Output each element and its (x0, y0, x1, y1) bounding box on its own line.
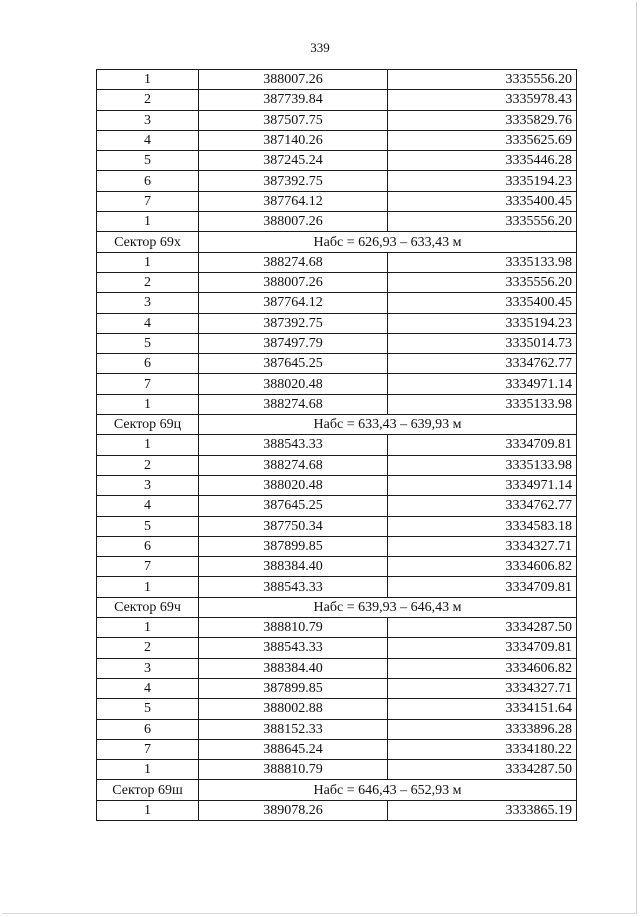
x-coordinate: 388543.33 (199, 435, 388, 455)
point-number: 6 (97, 171, 199, 191)
table-row (97, 191, 577, 211)
x-coordinate: 388274.68 (199, 394, 388, 414)
point-number: 1 (97, 212, 199, 232)
y-coordinate: 3335829.76 (388, 110, 577, 130)
y-coordinate: 3334971.14 (388, 374, 577, 394)
y-coordinate: 3335194.23 (388, 171, 577, 191)
point-number: 5 (97, 333, 199, 353)
point-number: 2 (97, 272, 199, 292)
point-number: 7 (97, 191, 199, 211)
table-row (97, 475, 577, 495)
table-row (97, 435, 577, 455)
table-row (97, 516, 577, 536)
point-number: 6 (97, 536, 199, 556)
table-row (97, 212, 577, 232)
table-row (97, 719, 577, 739)
y-coordinate: 3334762.77 (388, 496, 577, 516)
point-number: 6 (97, 354, 199, 374)
y-coordinate: 3335625.69 (388, 130, 577, 150)
point-number: 5 (97, 699, 199, 719)
point-number: 1 (97, 252, 199, 272)
y-coordinate: 3334606.82 (388, 557, 577, 577)
x-coordinate: 387764.12 (199, 293, 388, 313)
table-row (97, 394, 577, 414)
y-coordinate: 3333896.28 (388, 719, 577, 739)
y-coordinate: 3335400.45 (388, 293, 577, 313)
height-range: Набс = 626,93 – 633,43 м (199, 232, 577, 252)
table-row (97, 110, 577, 130)
sector-label: Сектор 69х (97, 232, 199, 252)
table-row (97, 699, 577, 719)
sector-label: Сектор 69ч (97, 597, 199, 617)
point-number: 1 (97, 394, 199, 414)
point-number: 4 (97, 130, 199, 150)
point-number: 1 (97, 70, 199, 90)
table-row (97, 374, 577, 394)
x-coordinate: 389078.26 (199, 800, 388, 820)
y-coordinate: 3334709.81 (388, 577, 577, 597)
sector-header-row (97, 415, 577, 435)
y-coordinate: 3334583.18 (388, 516, 577, 536)
point-number: 5 (97, 151, 199, 171)
sector-label: Сектор 69ш (97, 780, 199, 800)
page-number: 339 (310, 40, 330, 55)
y-coordinate: 3334327.71 (388, 536, 577, 556)
table-row (97, 252, 577, 272)
x-coordinate: 387645.25 (199, 354, 388, 374)
y-coordinate: 3335978.43 (388, 90, 577, 110)
x-coordinate: 387899.85 (199, 678, 388, 698)
y-coordinate: 3335556.20 (388, 70, 577, 90)
y-coordinate: 3334327.71 (388, 678, 577, 698)
sector-header-row (97, 232, 577, 252)
table-row (97, 739, 577, 759)
x-coordinate: 387899.85 (199, 536, 388, 556)
table-row (97, 354, 577, 374)
x-coordinate: 388810.79 (199, 618, 388, 638)
sector-label: Сектор 69ц (97, 415, 199, 435)
table-row (97, 618, 577, 638)
point-number: 5 (97, 516, 199, 536)
y-coordinate: 3334709.81 (388, 638, 577, 658)
coordinates-table (96, 69, 577, 821)
table-row (97, 313, 577, 333)
y-coordinate: 3334606.82 (388, 658, 577, 678)
point-number: 3 (97, 475, 199, 495)
table-row (97, 455, 577, 475)
point-number: 4 (97, 678, 199, 698)
table-row (97, 496, 577, 516)
y-coordinate: 3335133.98 (388, 394, 577, 414)
point-number: 6 (97, 719, 199, 739)
y-coordinate: 3335400.45 (388, 191, 577, 211)
height-range: Набс = 646,43 – 652,93 м (199, 780, 577, 800)
x-coordinate: 387750.34 (199, 516, 388, 536)
x-coordinate: 388274.68 (199, 252, 388, 272)
x-coordinate: 387764.12 (199, 191, 388, 211)
y-coordinate: 3333865.19 (388, 800, 577, 820)
y-coordinate: 3335194.23 (388, 313, 577, 333)
x-coordinate: 387392.75 (199, 313, 388, 333)
x-coordinate: 387497.79 (199, 333, 388, 353)
table-row (97, 171, 577, 191)
x-coordinate: 388274.68 (199, 455, 388, 475)
y-coordinate: 3334287.50 (388, 760, 577, 780)
y-coordinate: 3334762.77 (388, 354, 577, 374)
x-coordinate: 388543.33 (199, 638, 388, 658)
point-number: 2 (97, 638, 199, 658)
x-coordinate: 387645.25 (199, 496, 388, 516)
table-row (97, 678, 577, 698)
y-coordinate: 3335133.98 (388, 252, 577, 272)
table-row (97, 536, 577, 556)
x-coordinate: 388810.79 (199, 760, 388, 780)
table-row (97, 293, 577, 313)
point-number: 1 (97, 800, 199, 820)
y-coordinate: 3335014.73 (388, 333, 577, 353)
table-row (97, 151, 577, 171)
x-coordinate: 388645.24 (199, 739, 388, 759)
point-number: 3 (97, 293, 199, 313)
point-number: 3 (97, 110, 199, 130)
y-coordinate: 3334180.22 (388, 739, 577, 759)
point-number: 1 (97, 577, 199, 597)
x-coordinate: 387739.84 (199, 90, 388, 110)
x-coordinate: 388002.88 (199, 699, 388, 719)
table-row (97, 272, 577, 292)
y-coordinate: 3335133.98 (388, 455, 577, 475)
height-range: Набс = 639,93 – 646,43 м (199, 597, 577, 617)
point-number: 4 (97, 496, 199, 516)
x-coordinate: 388020.48 (199, 475, 388, 495)
point-number: 7 (97, 557, 199, 577)
table-row (97, 658, 577, 678)
y-coordinate: 3334709.81 (388, 435, 577, 455)
x-coordinate: 388007.26 (199, 272, 388, 292)
y-coordinate: 3335446.28 (388, 151, 577, 171)
point-number: 4 (97, 313, 199, 333)
point-number: 1 (97, 760, 199, 780)
sector-header-row (97, 597, 577, 617)
x-coordinate: 387507.75 (199, 110, 388, 130)
table-row (97, 638, 577, 658)
point-number: 2 (97, 90, 199, 110)
table-row (97, 90, 577, 110)
x-coordinate: 388007.26 (199, 212, 388, 232)
x-coordinate: 387392.75 (199, 171, 388, 191)
y-coordinate: 3334151.64 (388, 699, 577, 719)
x-coordinate: 388020.48 (199, 374, 388, 394)
point-number: 7 (97, 374, 199, 394)
sector-header-row (97, 780, 577, 800)
table-row (97, 800, 577, 820)
table-row (97, 70, 577, 90)
y-coordinate: 3335556.20 (388, 272, 577, 292)
x-coordinate: 388007.26 (199, 70, 388, 90)
table-row (97, 760, 577, 780)
y-coordinate: 3334971.14 (388, 475, 577, 495)
coordinates-table-body (97, 70, 577, 821)
table-row (97, 577, 577, 597)
table-row (97, 333, 577, 353)
x-coordinate: 388543.33 (199, 577, 388, 597)
x-coordinate: 388384.40 (199, 658, 388, 678)
point-number: 7 (97, 739, 199, 759)
x-coordinate: 388384.40 (199, 557, 388, 577)
point-number: 2 (97, 455, 199, 475)
x-coordinate: 388152.33 (199, 719, 388, 739)
table-row (97, 130, 577, 150)
point-number: 1 (97, 618, 199, 638)
x-coordinate: 387245.24 (199, 151, 388, 171)
x-coordinate: 387140.26 (199, 130, 388, 150)
y-coordinate: 3334287.50 (388, 618, 577, 638)
point-number: 1 (97, 435, 199, 455)
height-range: Набс = 633,43 – 639,93 м (199, 415, 577, 435)
point-number: 3 (97, 658, 199, 678)
y-coordinate: 3335556.20 (388, 212, 577, 232)
table-row (97, 557, 577, 577)
